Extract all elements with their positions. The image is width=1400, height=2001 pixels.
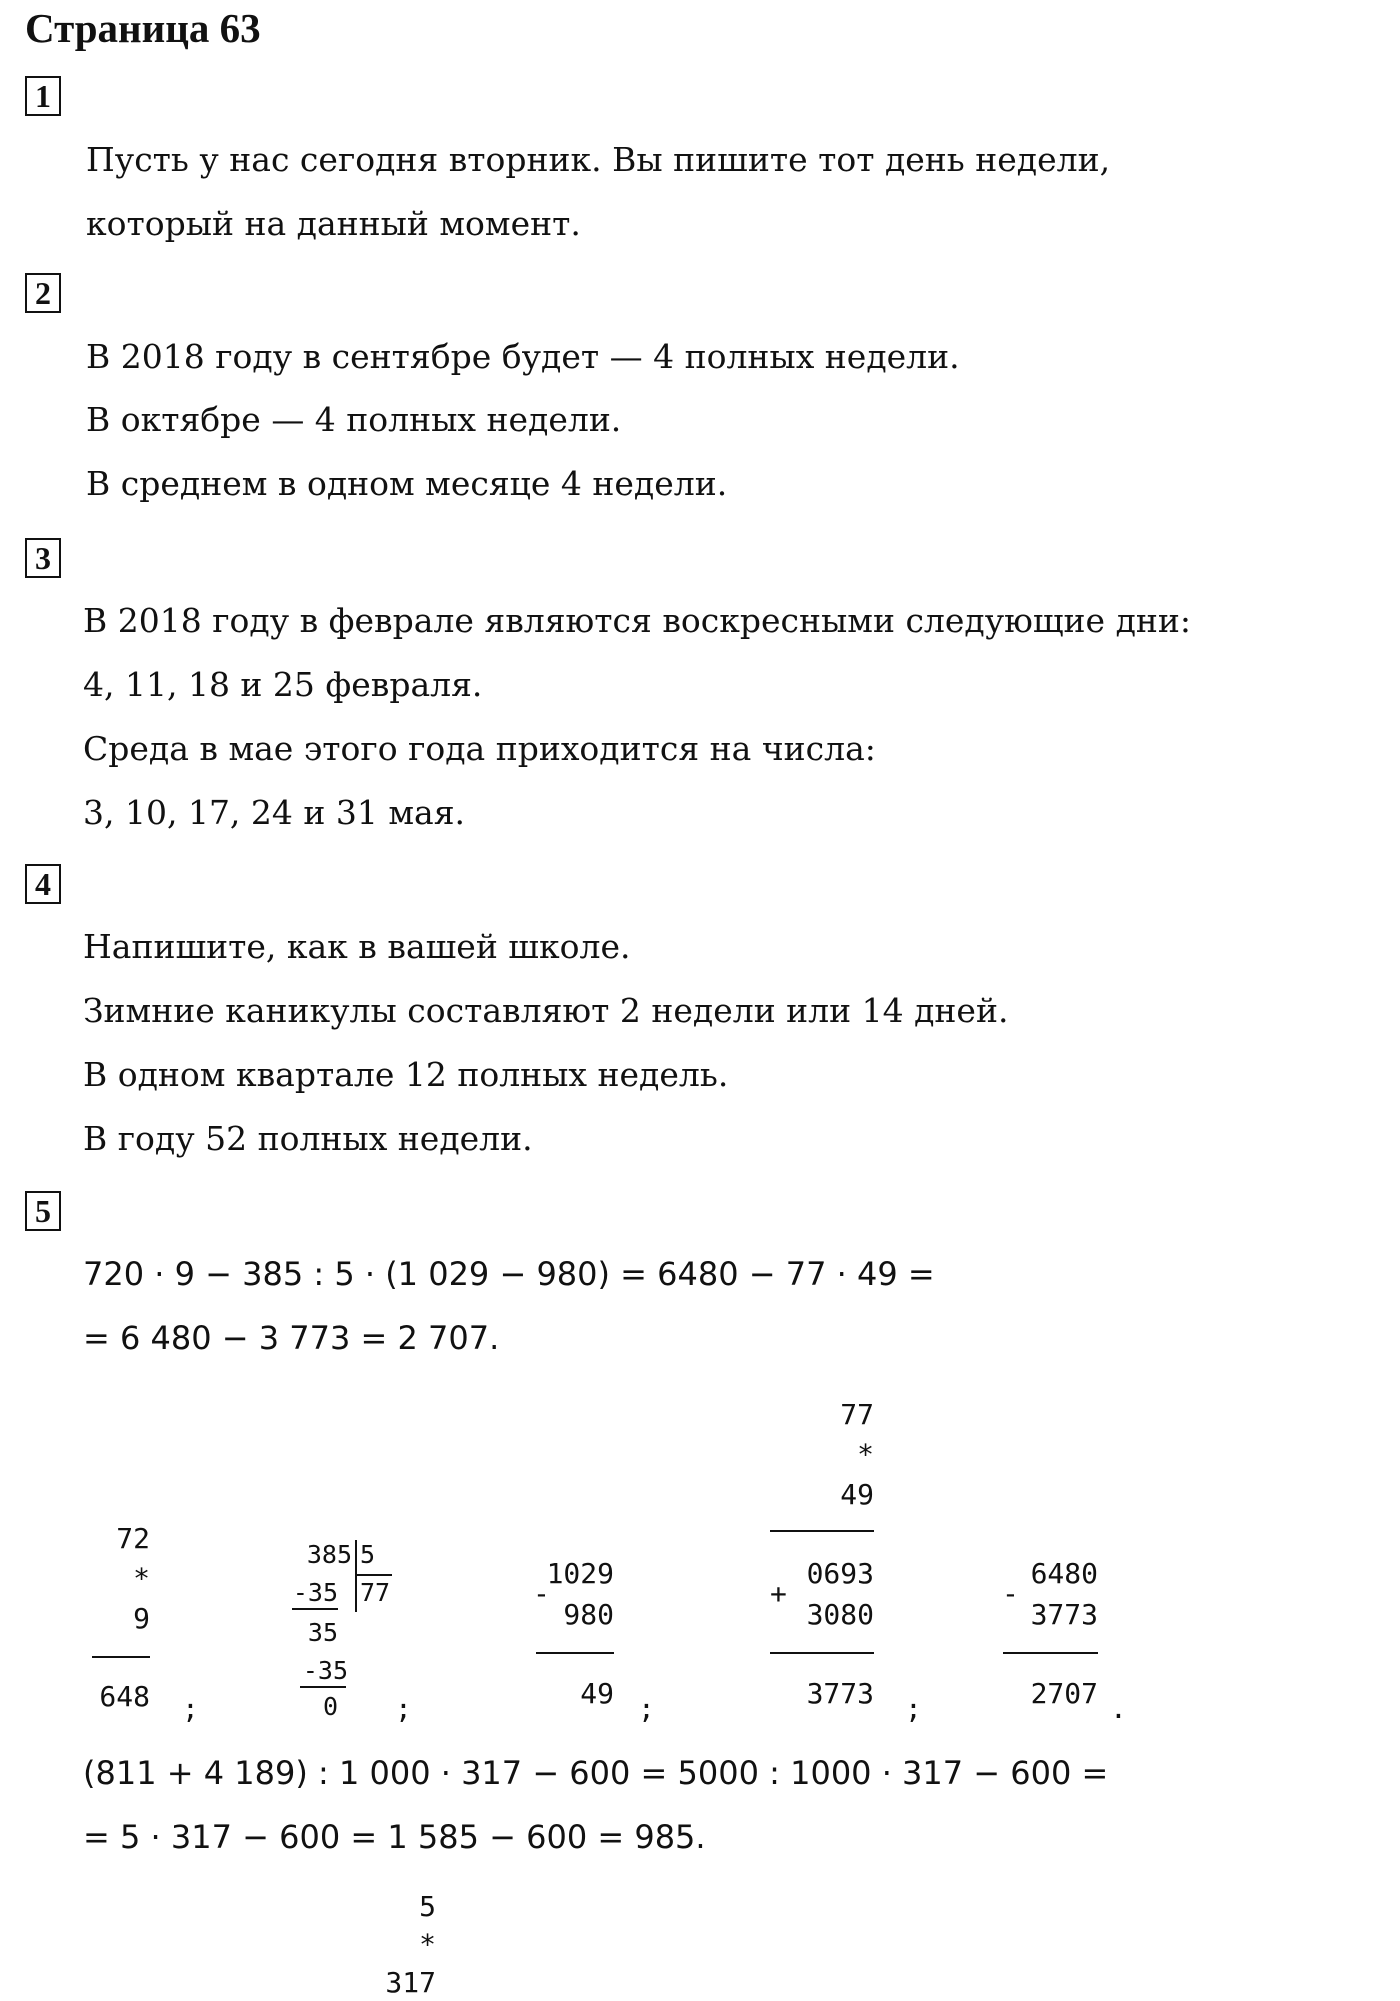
task-1-line-1: Пусть у нас сегодня вторник. Вы пишите тот день недели, [86, 140, 1111, 179]
div-remainder-1: 35 [307, 1618, 338, 1647]
sub1-operand-a: 1029 [546, 1557, 614, 1590]
task-4-line-2: Зимние каникулы составляют 2 недели или 14 дней. [83, 991, 1009, 1030]
mul2-partial-2: 3080 [806, 1598, 874, 1631]
task-3-line-2: 4, 11, 18 и 25 февраля. [83, 665, 483, 704]
sub1-operand-b: 980 [563, 1598, 614, 1631]
mul2-operand-b: 49 [840, 1478, 874, 1511]
mul1-rule [92, 1656, 150, 1658]
mul3-operand-b: 317 [385, 1966, 436, 1999]
mul2-partial-1: 0693 [806, 1557, 874, 1590]
div-quotient: 77 [360, 1578, 391, 1607]
mul1-operand-a: 72 [116, 1522, 150, 1555]
sub1-operator: - [533, 1577, 550, 1610]
div-quotient-rule [356, 1574, 392, 1576]
task-4-line-3: В одном квартале 12 полных недель. [83, 1055, 729, 1094]
div-subtrahend-1: -35 [292, 1578, 338, 1607]
task-2-line-1: В 2018 году в сентябре будет — 4 полных недели. [86, 337, 960, 376]
div-separator: ; [395, 1692, 412, 1725]
sub1-rule [536, 1652, 614, 1654]
mul1-operator: * [133, 1562, 150, 1595]
mul2-result: 3773 [806, 1677, 874, 1710]
div-rule-2 [300, 1686, 346, 1688]
task-5-expression-1-line-2: = 6 480 − 3 773 = 2 707. [83, 1319, 500, 1357]
task-2-line-2: В октябре — 4 полных недели. [86, 400, 622, 439]
mul1-operand-b: 9 [133, 1602, 150, 1635]
mul2-plus-operator: + [770, 1577, 787, 1610]
task-2-line-3: В среднем в одном месяце 4 недели. [86, 464, 728, 503]
sub2-operand-b: 3773 [1030, 1598, 1098, 1631]
task-number-5: 5 [25, 1191, 61, 1231]
task-3-line-3: Среда в мае этого года приходится на числа: [83, 729, 876, 768]
task-4-line-1: Напишите, как в вашей школе. [83, 927, 631, 966]
mul3-operator: * [419, 1928, 436, 1961]
sub1-separator: ; [638, 1692, 655, 1725]
sub2-operator: - [1002, 1577, 1019, 1610]
mul3-operand-a: 5 [419, 1890, 436, 1923]
task-number-1: 1 [25, 76, 61, 116]
mul2-operator: * [857, 1438, 874, 1471]
div-dividend: 385 [306, 1540, 352, 1569]
div-vertical-rule [355, 1540, 357, 1612]
div-subtrahend-2: -35 [302, 1656, 348, 1685]
task-3-line-1: В 2018 году в феврале являются воскресными следующие дни: [83, 601, 1191, 640]
page-title: Страница 63 [25, 5, 261, 51]
task-5-expression-1-line-1: 720 · 9 − 385 : 5 · (1 029 − 980) = 6480 − 77 · 49 = [83, 1255, 935, 1293]
sub2-separator: . [1110, 1692, 1127, 1725]
task-number-2: 2 [25, 273, 61, 313]
sub2-rule [1003, 1652, 1098, 1654]
sub2-result: 2707 [1030, 1677, 1098, 1710]
task-1-line-2: который на данный момент. [86, 204, 581, 243]
mul1-separator: ; [182, 1692, 199, 1725]
task-number-3: 3 [25, 538, 61, 578]
mul2-rule-1 [770, 1530, 874, 1532]
sub2-operand-a: 6480 [1030, 1557, 1098, 1590]
task-number-4: 4 [25, 864, 61, 904]
task-5-expression-2-line-1: (811 + 4 189) : 1 000 · 317 − 600 = 5000 : 1000 · 317 − 600 = [83, 1754, 1109, 1792]
task-4-line-4: В году 52 полных недели. [83, 1119, 533, 1158]
task-5-expression-2-line-2: = 5 · 317 − 600 = 1 585 − 600 = 985. [83, 1818, 706, 1856]
div-remainder: 0 [322, 1692, 338, 1721]
div-rule-1 [292, 1608, 338, 1610]
mul2-rule-2 [770, 1652, 874, 1654]
task-3-line-4: 3, 10, 17, 24 и 31 мая. [83, 793, 466, 832]
mul1-result: 648 [99, 1680, 150, 1713]
div-divisor: 5 [360, 1540, 376, 1569]
mul2-separator: ; [905, 1692, 922, 1725]
mul2-operand-a: 77 [840, 1398, 874, 1431]
sub1-result: 49 [580, 1677, 614, 1710]
